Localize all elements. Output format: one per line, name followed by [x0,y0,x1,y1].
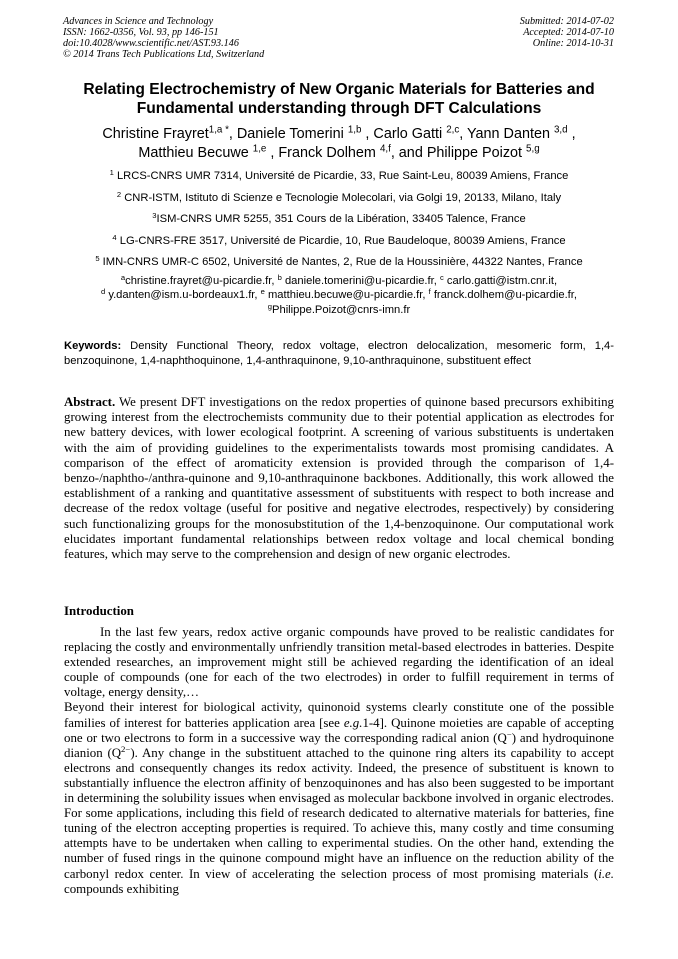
submitted-date: Submitted: 2014-07-02 [519,16,614,27]
paragraph-1: In the last few years, redox active organic compounds have proved to be realistic candidates for replacing the costly and environmentally unfriendly transition metal-based electrodes in batteries. Despite extended researches, an improvement might still be achieved regarding the identification of an ideal couple of compounds (one for each of the two electrodes) in order to fulfill requirement in terms of voltage, energy density,… [64,625,614,700]
author-separator: , and [390,145,427,161]
paragraph-2-part-a: Beyond their interest for biological activity, quinonoid systems clearly constitute one of the possible families of interest for batteries application area [see [64,700,614,730]
affiliation-list [40,166,638,274]
author-name: Daniele Tomerini [236,126,344,142]
author-separator: , [459,126,468,142]
affiliation-5 [40,252,638,274]
author-separator: , [361,126,374,142]
journal-name: Advances in Science and Technology [63,16,214,27]
copyright-line: © 2014 Trans Tech Publications Ltd, Switzerland [63,49,265,60]
paragraph-2-part-e: compounds exhibiting [64,881,179,896]
paragraph-2-part-b: 1-4]. Quinone moieties are capable of accepting one or two electrons to form in a successive way the corresponding radical anion (Q [64,715,614,745]
affiliation-3 [40,209,638,231]
author-affil-sup: 1,a * [208,124,229,136]
paragraph-2 [64,700,614,896]
author-affil-sup: 2,c [446,124,460,136]
author-affil-sup: 3,d [553,124,568,136]
keywords-text: Density Functional Theory, redox voltage, electron delocalization, mesomeric form, 1,4-benzoquinone, 1,4-naphthoquinone, 1,4-anthraquinone, 9,10-anthraquinone, substituent effect [64,340,614,367]
abstract-label: Abstract. [64,395,116,409]
email-link[interactable]: franck.dolhem@u-picardie.fr, [433,289,578,302]
affiliation-2 [40,188,638,210]
author-name: Christine Frayret [102,126,209,142]
title-line-1: Relating Electrochemistry of New Organic Materials for Batteries and [83,81,595,98]
author-separator: , [228,126,237,142]
email-sup: g [267,301,273,311]
author-line-2 [40,144,638,163]
abstract-text: We present DFT investigations on the redox properties of quinone based precursors exhibiting growing interest from the electrochemists community due to their potential application as electrodes for new battery devices, with lower ecological footprint. A screening of various substituents is undertaken with the aim of providing guidelines to the experimentalists towards most promising candidates. A comparison of the effect of aromaticity extension is provided through the comparison of 1,4-benzo-/naphtho-/anthra-quinone and 9,10-anthraquinone backbones. Additionally, this work allowed the establishment of a ranking and quantitative assessment of substituents with respect to both increase and decrease of the redox voltage (useful for positive and negative electrodes, respectively) by considering such functionalizing groups for the monosubstitution of the 1,4-benzoquinone. Our computational work elucidates important fundamental relationships between redox voltage and local chemical bonding features, which may serve to the comprehension and design of new organic electrodes. [64,395,614,562]
email-link[interactable]: christine.frayret@u-picardie.fr, [125,275,278,287]
affiliation-text: LG-CNRS-FRE 3517, Université de Picardie, 10, Rue Baudeloque, 80039 Amiens, France [119,234,566,247]
email-link[interactable]: daniele.tomerini@u-picardie.fr, [284,275,440,287]
author-name: Carlo Gatti [373,126,443,142]
abstract-section [64,395,614,562]
affiliation-number: 1 [109,167,114,177]
keywords-section [64,339,614,368]
doi-line: doi:10.4028/www.scientific.net/AST.93.146 [63,38,239,49]
email-sup: e [260,287,265,297]
online-date: Online: 2014-10-31 [532,38,614,49]
email-link[interactable]: y.danten@ism.u-bordeaux1.fr, [108,289,261,302]
dates-header [520,16,614,49]
section-heading-introduction: Introduction [64,604,134,618]
charge-superscript: − [506,728,512,739]
email-sup: f [428,287,431,297]
email-link[interactable]: carlo.gatti@istm.cnr.it, [446,275,558,287]
affiliation-text: CNR-ISTM, Istituto di Scienze e Tecnologie Molecolari, via Golgi 19, 20133, Milano, Italy [124,191,562,204]
email-sup: d [100,287,106,297]
email-link[interactable]: Philippe.Poizot@cnrs-imn.fr [272,303,411,316]
abbreviation-eg: e.g. [343,715,363,730]
affiliation-number: 4 [112,232,117,242]
title-line-2: Fundamental understanding through DFT Calculations [136,100,542,117]
affiliation-text: ISM-CNRS UMR 5255, 351 Cours de la Libération, 33405 Talence, France [156,213,526,225]
charge-superscript: 2− [121,743,131,754]
abbreviation-ie: i.e. [598,866,614,881]
paragraph-2-part-c: ) and hydroquinone dianion (Q [64,730,614,760]
affiliation-text: LRCS-CNRS UMR 7314, Université de Picardie, 33, Rue Saint-Leu, 80039 Amiens, France [116,170,569,182]
paragraph-2-part-d: ). Any change in the substituent attached to the quinone ring alters its capability to accept electrons and consequently changes its redox activity. Indeed, the presence of substituent is known to substantially influence the electron affinity of benzoquinones and has also been suggested to be important in determining the solubility issues when envisaged as molecular backbone involved in organic electrodes. For some applications, including this field of research dedicated to alternative materials for batteries, fine tuning of the electron accepting properties is required. To achieve this, many costly and time consuming attempts have to be undertaken when calling to experimental studies. On the other hand, extending the number of fused rings in the quinone compound might have an influence on the reduction ability of the carbonyl redox center. In view of accelerating the selection process of most promising materials ( [64,745,614,881]
email-line-2 [40,288,638,302]
email-sup: b [277,272,282,282]
email-line-1 [40,274,638,288]
author-separator: , [266,145,279,161]
author-name: Matthieu Becuwe [138,145,249,161]
author-affil-sup: 4,f [379,143,391,155]
affiliation-number: 3 [152,210,157,220]
author-affil-sup: 5,g [526,143,540,155]
accepted-date: Accepted: 2014-07-10 [523,27,614,38]
author-affil-sup: 1,b [347,124,362,136]
paper-title [40,80,638,118]
author-affil-sup: 1,e [252,143,267,155]
author-separator: , [567,126,576,142]
author-name: Yann Danten [467,126,550,142]
keywords-label: Keywords: [64,340,122,352]
author-list [40,125,638,163]
email-list [40,274,638,317]
email-line-3 [40,303,638,317]
introduction-body [64,625,614,897]
email-sup: c [439,272,444,282]
journal-header [63,16,264,60]
author-line-1 [40,125,638,144]
affiliation-number: 2 [116,189,122,199]
affiliation-number: 5 [95,253,100,263]
issn-line: ISSN: 1662-0356, Vol. 93, pp 146-151 [63,27,219,38]
author-name: Philippe Poizot [426,145,523,161]
affiliation-4 [40,231,638,253]
affiliation-text: IMN-CNRS UMR-C 6502, Université de Nantes, 2, Rue de la Houssinière, 44322 Nantes, France [102,256,583,268]
email-link[interactable]: matthieu.becuwe@u-picardie.fr, [267,289,429,302]
email-sup: a [120,272,126,282]
author-name: Franck Dolhem [278,145,376,161]
affiliation-1 [40,166,638,188]
